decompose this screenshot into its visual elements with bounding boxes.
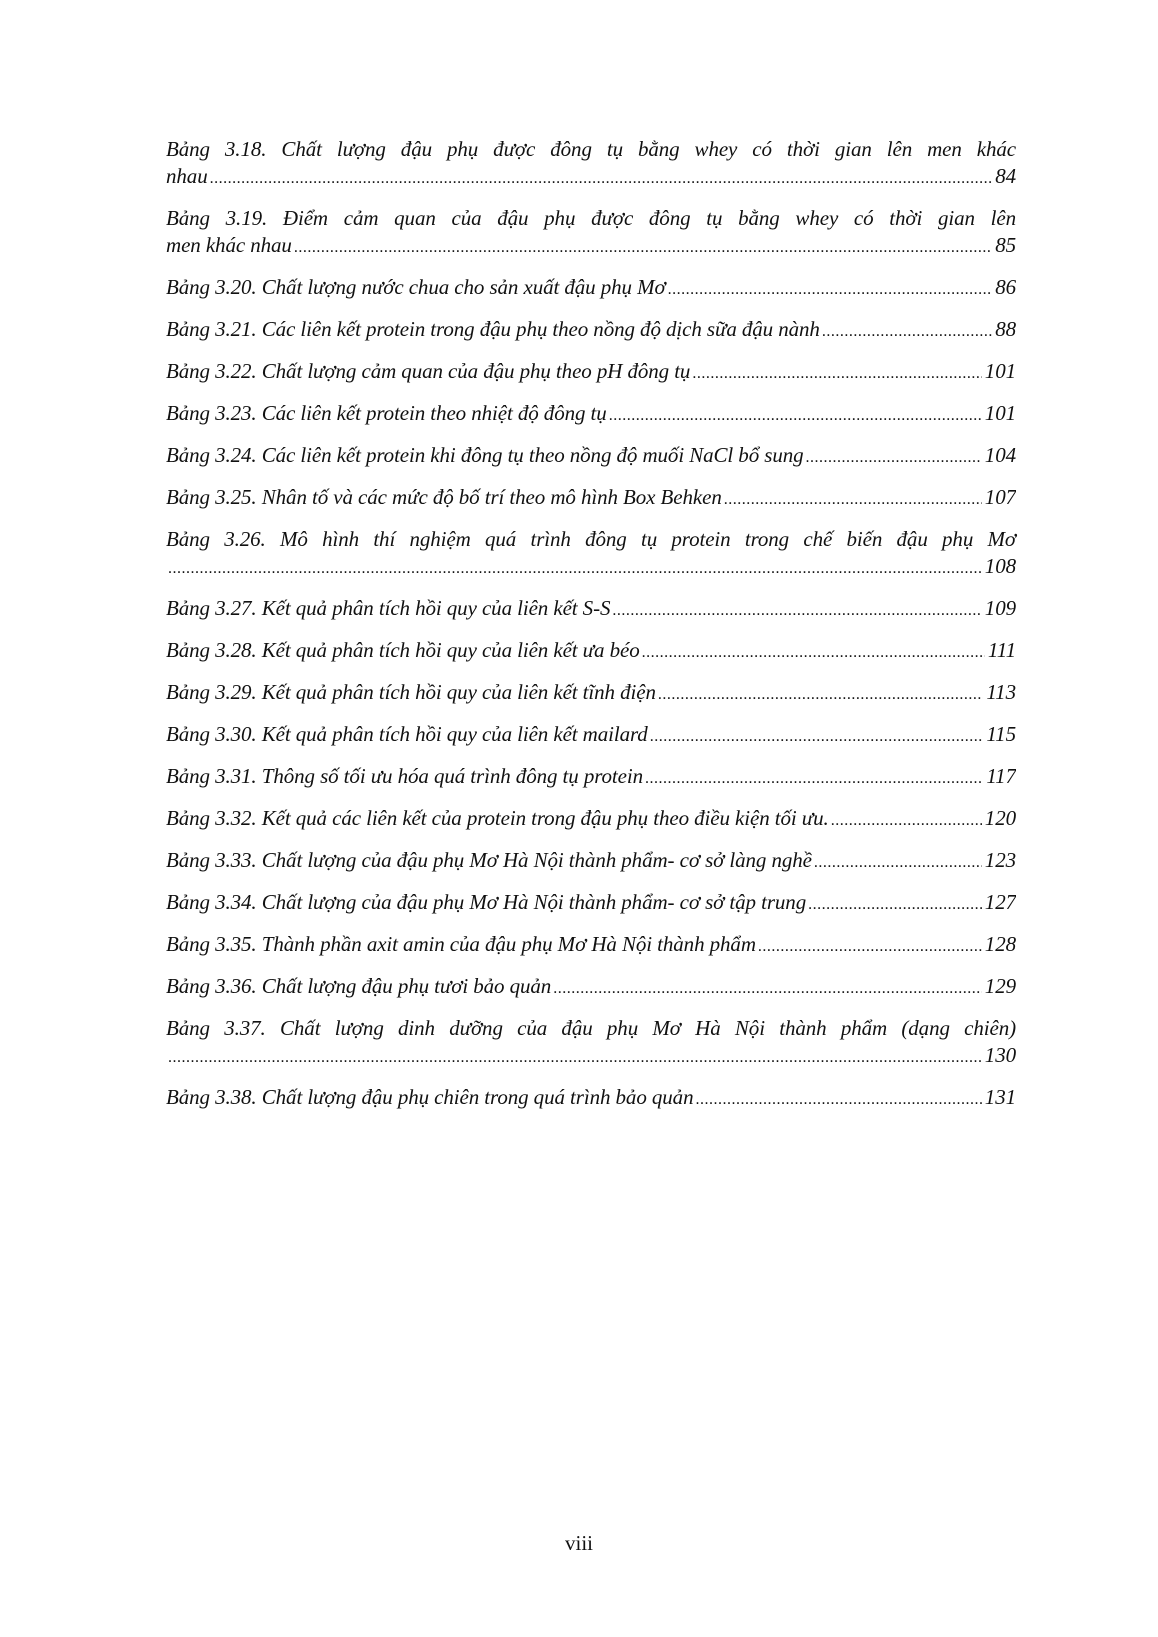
toc-entry-page[interactable]: 108	[984, 554, 1016, 578]
toc-entry[interactable]	[166, 400, 1016, 429]
toc-entry-text	[166, 637, 640, 664]
dot-leader	[612, 597, 981, 624]
toc-entry-page[interactable]: 104	[984, 443, 1016, 467]
toc-entry-label: Bảng 3.31.	[166, 764, 257, 788]
toc-entry-label: Bảng 3.20.	[166, 275, 257, 299]
toc-entry-label: Bảng 3.22.	[166, 359, 257, 383]
toc-entry-page[interactable]: 88	[995, 317, 1016, 341]
toc-entry-text	[166, 595, 610, 622]
toc-entry-title: Chất lượng nước chua cho sản xuất đậu phụ Mơ	[261, 275, 666, 299]
toc-entry-title: Thông số tối ưu hóa quá trình đông tụ protein	[261, 764, 644, 788]
toc-entry-text	[166, 316, 820, 343]
dot-leader	[724, 486, 982, 513]
dot-leader	[695, 1086, 981, 1113]
toc-entry-page[interactable]: 128	[984, 932, 1016, 956]
toc-entry-label: Bảng 3.38.	[166, 1085, 257, 1109]
toc-entry-title: Kết quả phân tích hồi quy của liên kết tĩnh điện	[261, 680, 656, 704]
toc-entry-text	[166, 889, 806, 916]
toc-entry[interactable]	[166, 931, 1016, 960]
toc-entry-text	[166, 400, 607, 427]
toc-entry-title: Chất lượng dinh dưỡng của đậu phụ Mơ Hà Nội thành phẩm (dạng chiên)	[280, 1016, 1017, 1040]
toc-entry-page[interactable]: 109	[984, 596, 1016, 620]
toc-entry-title: Các liên kết protein trong đậu phụ theo nồng độ dịch sữa đậu nành	[261, 317, 820, 341]
toc-entry-label: Bảng 3.19.	[166, 206, 268, 230]
toc-entry-label: Bảng 3.25.	[166, 485, 257, 509]
toc-entry-text	[166, 721, 648, 748]
toc-entry-title-line2: men khác nhau	[166, 233, 292, 257]
dot-leader	[645, 765, 983, 792]
toc-entry-title: Chất lượng đậu phụ tươi bảo quản	[261, 974, 552, 998]
toc-entry-text	[166, 973, 551, 1000]
toc-entry-page[interactable]: 101	[984, 359, 1016, 383]
toc-entry-text	[166, 274, 666, 301]
toc-entry-page[interactable]: 123	[984, 848, 1016, 872]
dot-leader	[294, 234, 992, 261]
toc-entry[interactable]	[166, 805, 1016, 834]
toc-entry-label: Bảng 3.35.	[166, 932, 257, 956]
toc-entry-page[interactable]: 115	[986, 722, 1016, 746]
dot-leader	[642, 639, 985, 666]
dot-leader	[168, 555, 982, 582]
toc-entry-title: Chất lượng đậu phụ được đông tụ bằng whey có thời gian lên men khác	[281, 137, 1016, 161]
toc-entry[interactable]	[166, 442, 1016, 471]
toc-entry-label: Bảng 3.21.	[166, 317, 257, 341]
toc-entry-title: Chất lượng đậu phụ chiên trong quá trình bảo quản	[261, 1085, 694, 1109]
toc-entry-title-line1	[166, 136, 1016, 163]
toc-entry-label: Bảng 3.29.	[166, 680, 257, 704]
toc-entry-page[interactable]: 129	[984, 974, 1016, 998]
toc-entry[interactable]	[166, 358, 1016, 387]
toc-entry[interactable]	[166, 595, 1016, 624]
toc-entry-label: Bảng 3.37.	[166, 1016, 266, 1040]
toc-entry-label: Bảng 3.30.	[166, 722, 257, 746]
dot-leader	[831, 807, 982, 834]
toc-entry-title-line1	[166, 526, 1016, 553]
toc-entry-text	[166, 484, 722, 511]
list-of-tables	[166, 136, 1016, 1126]
toc-entry-page[interactable]: 113	[986, 680, 1016, 704]
toc-entry[interactable]	[166, 205, 1016, 261]
toc-entry[interactable]	[166, 526, 1016, 582]
toc-entry-page[interactable]: 86	[995, 275, 1016, 299]
toc-entry-page[interactable]: 131	[984, 1085, 1016, 1109]
toc-entry[interactable]	[166, 889, 1016, 918]
toc-entry-label: Bảng 3.28.	[166, 638, 257, 662]
toc-entry[interactable]	[166, 679, 1016, 708]
toc-entry-text	[166, 1084, 693, 1111]
dot-leader	[650, 723, 984, 750]
dot-leader	[658, 681, 983, 708]
dot-leader	[668, 276, 993, 303]
toc-entry-title-line2: nhau	[166, 164, 208, 188]
toc-entry-title: Chất lượng cảm quan của đậu phụ theo pH đông tụ	[261, 359, 691, 383]
dot-leader	[553, 975, 982, 1002]
toc-entry-label: Bảng 3.24.	[166, 443, 257, 467]
toc-entry[interactable]	[166, 637, 1016, 666]
toc-entry-title: Các liên kết protein khi đông tụ theo nồng độ muối NaCl bổ sung	[261, 443, 804, 467]
toc-entry-label: Bảng 3.33.	[166, 848, 257, 872]
toc-entry-label: Bảng 3.23.	[166, 401, 257, 425]
toc-entry[interactable]	[166, 847, 1016, 876]
toc-entry-text	[166, 679, 656, 706]
toc-entry-title: Chất lượng của đậu phụ Mơ Hà Nội thành phẩm- cơ sở tập trung	[261, 890, 807, 914]
toc-entry-title: Kết quả phân tích hồi quy của liên kết mailard	[261, 722, 648, 746]
toc-entry-label: Bảng 3.36.	[166, 974, 257, 998]
dot-leader	[168, 1044, 982, 1071]
toc-entry-page[interactable]: 127	[984, 890, 1016, 914]
toc-entry-page[interactable]: 130	[984, 1043, 1016, 1067]
toc-entry-text	[166, 358, 690, 385]
toc-entry-title: Điểm cảm quan của đậu phụ được đông tụ bằng whey có thời gian lên	[282, 206, 1017, 230]
toc-entry-title: Thành phần axit amin của đậu phụ Mơ Hà Nội thành phẩm	[261, 932, 756, 956]
toc-entry-page[interactable]: 120	[984, 806, 1016, 830]
toc-entry[interactable]	[166, 721, 1016, 750]
toc-entry-text	[166, 442, 804, 469]
toc-entry[interactable]	[166, 973, 1016, 1002]
toc-entry-text	[166, 847, 812, 874]
dot-leader	[814, 849, 982, 876]
toc-entry-label: Bảng 3.27.	[166, 596, 257, 620]
toc-entry[interactable]	[166, 1084, 1016, 1113]
toc-entry-title: Kết quả các liên kết của protein trong đậu phụ theo điều kiện tối ưu.	[261, 806, 829, 830]
toc-entry-title: Nhân tố và các mức độ bố trí theo mô hình Box Behken	[261, 485, 722, 509]
toc-entry-title: Các liên kết protein theo nhiệt độ đông tụ	[261, 401, 607, 425]
toc-entry-label: Bảng 3.32.	[166, 806, 257, 830]
toc-entry[interactable]	[166, 316, 1016, 345]
toc-entry-page[interactable]: 101	[984, 401, 1016, 425]
toc-entry-text	[166, 805, 829, 832]
toc-entry[interactable]	[166, 274, 1016, 303]
toc-entry-page[interactable]: 85	[995, 233, 1016, 257]
toc-entry-page[interactable]: 107	[984, 485, 1016, 509]
toc-entry-page[interactable]: 117	[986, 764, 1016, 788]
toc-entry-label: Bảng 3.18.	[166, 137, 267, 161]
toc-entry[interactable]	[166, 763, 1016, 792]
dot-leader	[210, 165, 993, 192]
toc-entry-label: Bảng 3.34.	[166, 890, 257, 914]
dot-leader	[822, 318, 992, 345]
toc-entry[interactable]	[166, 484, 1016, 513]
toc-entry-title: Kết quả phân tích hồi quy của liên kết ưa béo	[261, 638, 640, 662]
toc-entry[interactable]	[166, 136, 1016, 192]
toc-entry-page[interactable]: 84	[995, 164, 1016, 188]
toc-entry-text	[166, 931, 756, 958]
page-number: viii	[564, 1531, 593, 1555]
dot-leader	[692, 360, 981, 387]
dot-leader	[806, 444, 982, 471]
toc-entry-text	[166, 763, 643, 790]
dot-leader	[609, 402, 982, 429]
toc-entry-page[interactable]: 111	[987, 638, 1016, 662]
toc-entry-title-line1	[166, 1015, 1016, 1042]
toc-entry[interactable]	[166, 1015, 1016, 1071]
toc-entry-title: Chất lượng của đậu phụ Mơ Hà Nội thành phẩm- cơ sở làng nghề	[261, 848, 812, 872]
toc-entry-title-line1	[166, 205, 1016, 232]
dot-leader	[808, 891, 982, 918]
toc-entry-title: Kết quả phân tích hồi quy của liên kết S-S	[261, 596, 611, 620]
toc-entry-label: Bảng 3.26.	[166, 527, 266, 551]
toc-entry-title: Mô hình thí nghiệm quá trình đông tụ protein trong chế biến đậu phụ Mơ	[280, 527, 1017, 551]
dot-leader	[758, 933, 982, 960]
